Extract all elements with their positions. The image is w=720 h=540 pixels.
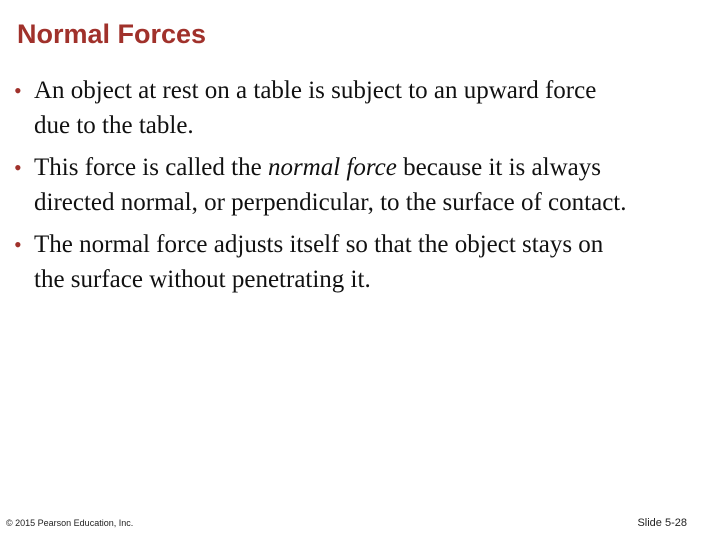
bullet-2-line-1 (34, 150, 720, 185)
normal-force-term: normal force (267, 154, 397, 181)
bullet-2-text-post: because it is always (396, 154, 601, 181)
bullet-3-line-1: The normal force adjusts itself so that the object stays on (34, 231, 604, 258)
slide-title: Normal Forces (17, 19, 207, 49)
bullet-1-line-1: An object at rest on a table is subject to an upward force (34, 77, 597, 104)
bullet-2-text-pre: This force is called the (34, 154, 268, 181)
bullet-item-1 (0, 73, 720, 143)
bullet-marker: • (14, 78, 22, 103)
bullet-marker: • (14, 155, 22, 180)
copyright-notice: © 2015 Pearson Education, Inc. (6, 518, 134, 528)
bullet-1-line-2: due to the table. (34, 112, 194, 139)
bullet-2-line-2: directed normal, or perpendicular, to the surface of contact. (34, 189, 627, 216)
bullet-list (0, 73, 720, 304)
bullet-item-2 (0, 150, 720, 220)
bullet-marker: • (14, 232, 22, 257)
bullet-3-line-2: the surface without penetrating it. (34, 266, 371, 293)
slide-number: Slide 5-28 (637, 517, 687, 529)
bullet-item-3 (0, 227, 720, 297)
